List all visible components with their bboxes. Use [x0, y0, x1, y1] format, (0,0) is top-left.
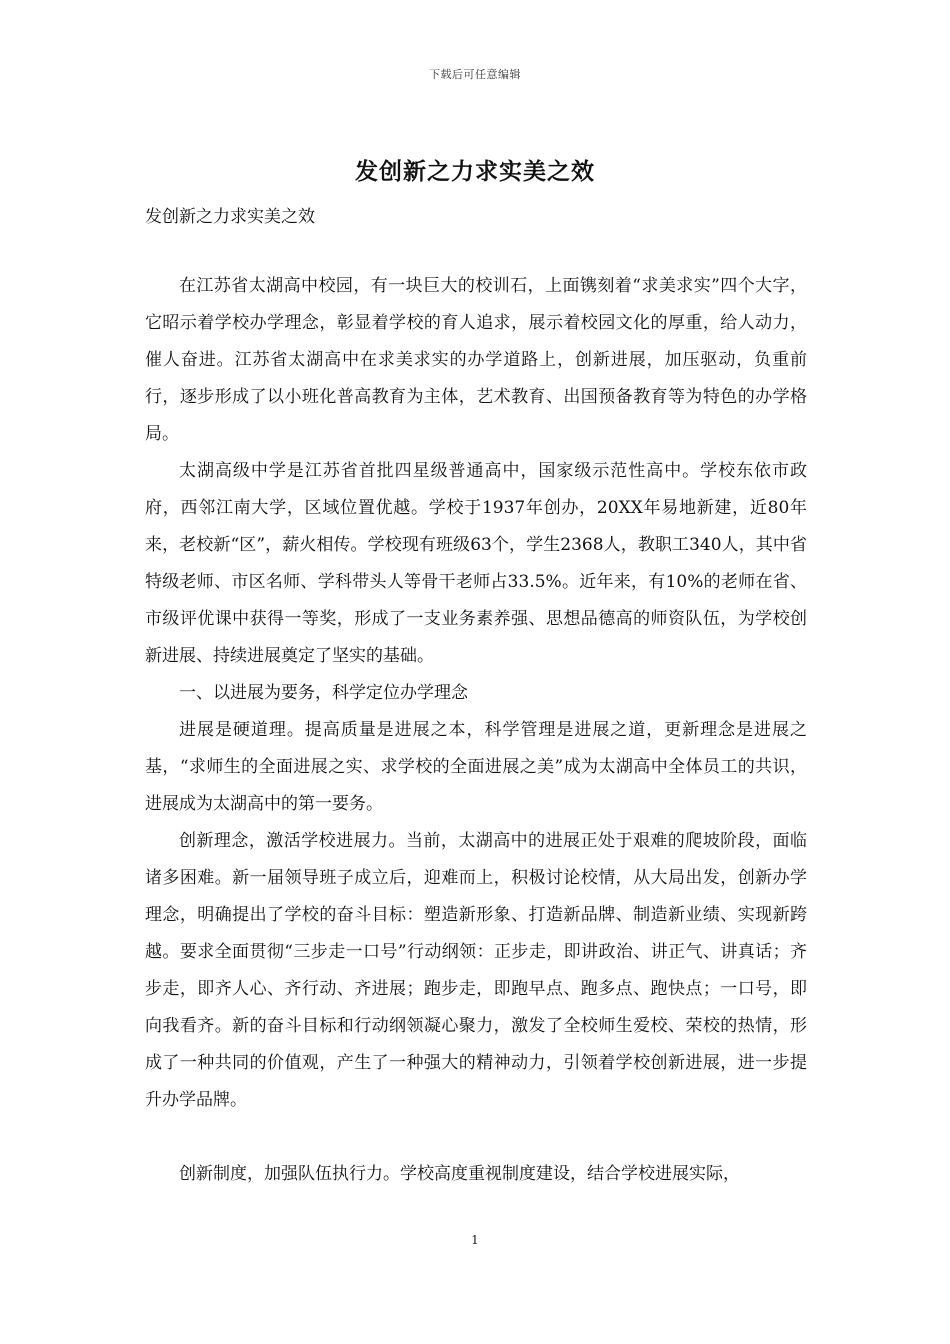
page-number: 1 — [471, 1233, 479, 1247]
body-paragraph: 创新理念，激活学校进展力。当前，太湖高中的进展正处于艰难的爬坡阶段，面临诸多困难。新一届领导班子成立后，迎难而上，积极讨论校情，从大局出发，创新办学理念，明确提出了学校的奋斗目标：塑造新形象、打造新品牌、制造新业绩、实现新跨越。要求全面贯彻“三步走一口号”行动纲领：正步走，即讲政治、讲正气、讲真话；齐步走，即齐人心、齐行动、齐进展；跑步走，即跑早点、跑多点、跑快点；一口号，即向我看齐。新的奋斗目标和行动纲领凝心聚力，激发了全校师生爱校、荣校的热情，形成了一种共同的价值观，产生了一种强大的精神动力，引领着学校创新进展，进一步提升办学品牌。 — [145, 831, 807, 1110]
section-heading: 一、以进展为要务，科学定位办学理念 — [179, 683, 468, 703]
body-paragraph: 在江苏省太湖高中校园，有一块巨大的校训石，上面镌刻着“求美求实”四个大字，它昭示着学校办学理念，彰显着学校的育人追求，展示着校园文化的厚重，给人动力，催人奋进。江苏省太湖高中在求美求实的办学道路上，创新进展，加压驱动，负重前行，逐步形成了以小班化普高教育为主体，艺术教育、出国预备教育等为特色的办学格局。 — [145, 276, 807, 444]
document-body — [145, 268, 807, 1193]
document-subtitle: 发创新之力求实美之效 — [145, 207, 315, 227]
body-paragraph: 进展是硬道理。提高质量是进展之本，科学管理是进展之道，更新理念是进展之基，“求师生的全面进展之实、求学校的全面进展之美”成为太湖高中全体员工的共识，进展成为太湖高中的第一要务。 — [145, 720, 807, 814]
document-title: 发创新之力求实美之效 — [355, 158, 595, 185]
page-header: 下载后可任意编辑 — [429, 68, 521, 81]
body-paragraph: 创新制度，加强队伍执行力。学校高度重视制度建设，结合学校进展实际， — [179, 1164, 740, 1184]
body-paragraph: 太湖高级中学是江苏省首批四星级普通高中，国家级示范性高中。学校东依市政府，西邻江南大学，区域位置优越。学校于1937年创办，20XX年易地新建，近80年来，老校新“区”，薪火相传。学校现有班级63个，学生2368人，教职工340人，其中省特级老师、市区名师、学科带头人等骨干老师占33.5%。近年来，有10%的老师在省、市级评优课中获得一等奖，形成了一支业务素养强、思想品德高的师资队伍，为学校创新进展、持续进展奠定了坚实的基础。 — [145, 461, 807, 666]
